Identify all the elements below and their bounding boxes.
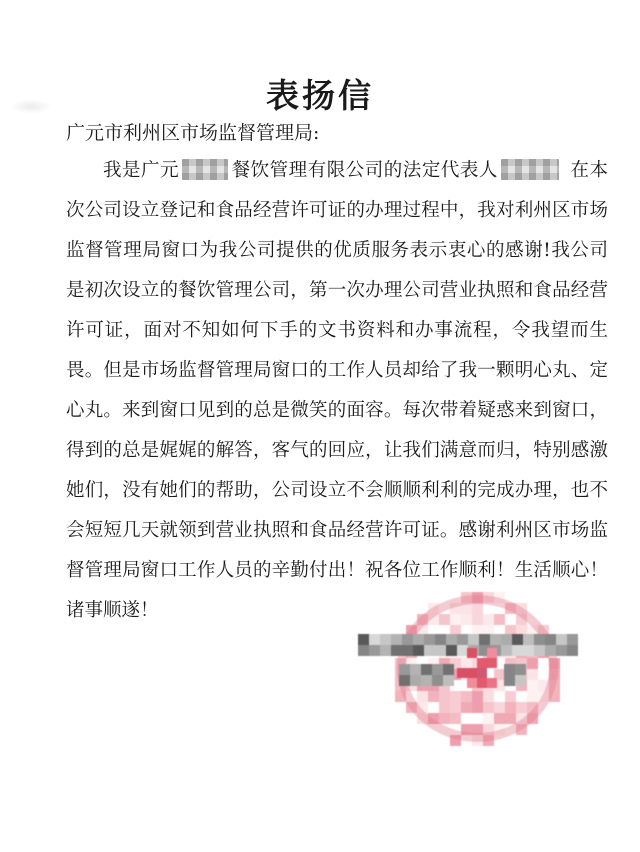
redacted-representative-name xyxy=(501,159,559,180)
censored-text-band-small-left xyxy=(399,664,454,686)
redacted-company-name xyxy=(182,159,228,180)
body-segment-after-name: 在本次公司设立登记和食品经营许可证的办理过程中，我对利州区市场监督管理局窗口为我公司提供的优质服务表示衷心的感谢!我公司是初次设立的餐饮管理公司，第一次办理公司营业执照和食品经营许可证，面对不知如何下手的文书资料和办事流程，令我望而生畏。但是市场监督管理局窗口的工作人员却给了我一颗明心丸、定心丸。来到窗口见到的总是微笑的面容。每次带着疑惑来到窗口，得到的总是娓娓的解答，客气的回应，让我们满意而归，特别感激她们，没有她们的帮助，公司设立不会顺顺利利的完成办理，也不会短短几天就领到营业执照和食品经营许可证。感谢利州区市场监督管理局窗口工作人员的辛勤付出！祝各位工作顺利！生活顺心！诸事顺遂！ xyxy=(66,160,608,621)
official-seal-stamp xyxy=(356,591,588,759)
letter-body xyxy=(66,151,608,631)
salutation-line: 广元市利州区市场监督管理局: xyxy=(66,122,320,144)
body-segment-after-company: 餐饮管理有限公司的法定代表人 xyxy=(231,160,498,181)
censored-text-band-small-right xyxy=(504,664,526,686)
letter-title: 表扬信 xyxy=(266,76,374,115)
seal-star-blob xyxy=(457,648,497,688)
body-segment-before-company: 我是广元 xyxy=(103,160,180,181)
